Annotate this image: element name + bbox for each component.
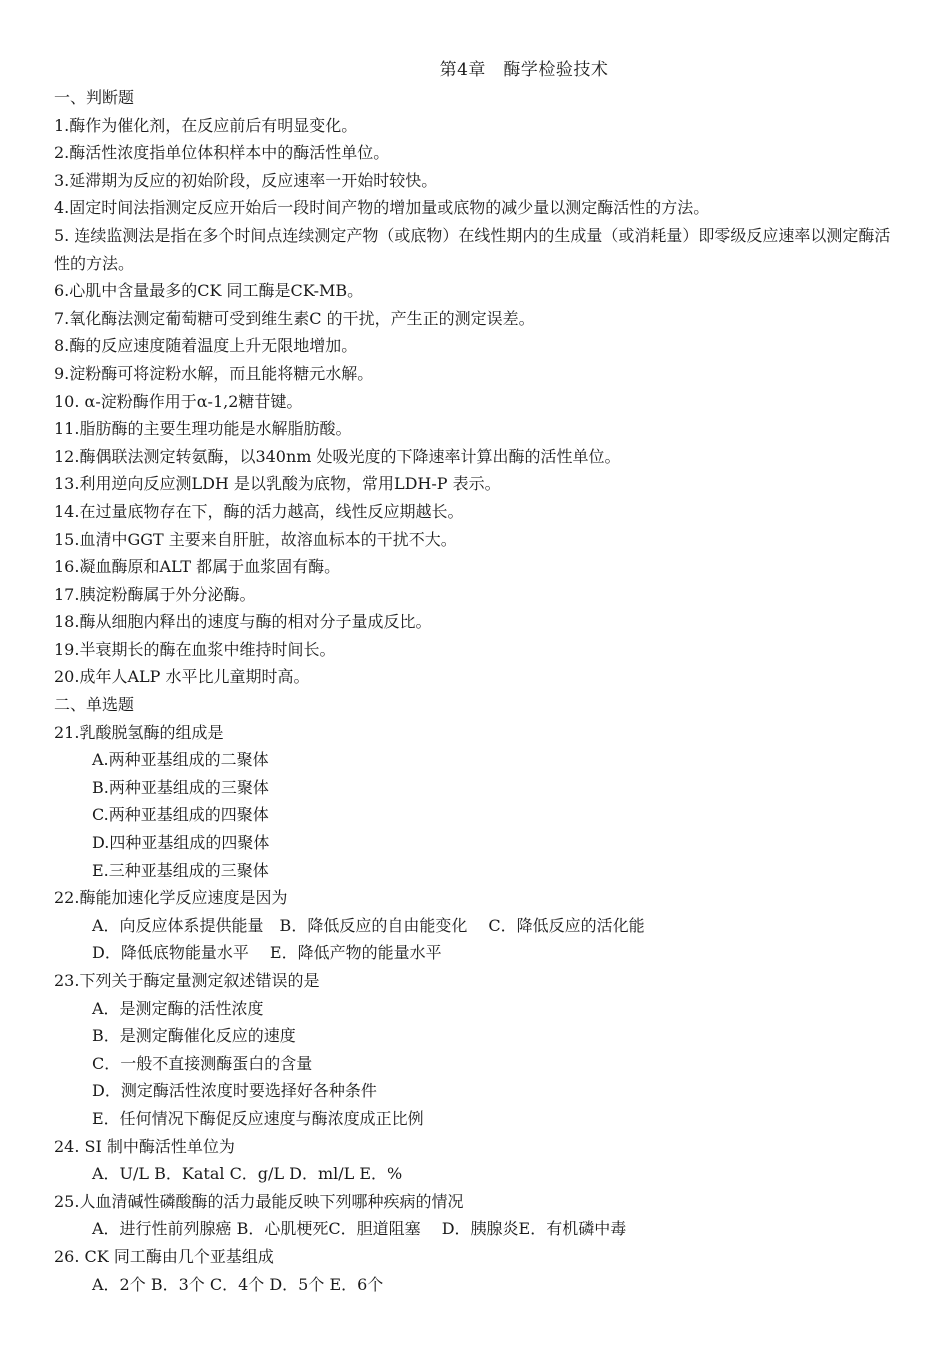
tf-question: 6.心肌中含量最多的CK 同工酶是CK-MB。 [54,281,364,301]
tf-question: 20.成年人ALP 水平比儿童期时高。 [54,667,310,687]
mc-option: D．测定酶活性浓度时要选择好各种条件 [92,1081,377,1101]
tf-question: 3.延滞期为反应的初始阶段，反应速率一开始时较快。 [54,170,438,190]
tf-question: 19.半衰期长的酶在血浆中维持时间长。 [54,639,336,659]
mc-question-stem: 22.酶能加速化学反应速度是因为 [54,888,288,908]
tf-question: 1.酶作为催化剂，在反应前后有明显变化。 [54,115,358,135]
mc-option: E.三种亚基组成的三聚体 [92,860,269,880]
mc-option: A.两种亚基组成的二聚体 [92,750,269,770]
tf-question: 16.凝血酶原和ALT 都属于血浆固有酶。 [54,557,341,577]
tf-question: 18.酶从细胞内释出的速度与酶的相对分子量成反比。 [54,612,432,632]
mc-question-stem: 23.下列关于酶定量测定叙述错误的是 [54,971,320,990]
mc-option: B.两种亚基组成的三聚体 [92,777,269,797]
mc-option: B．是测定酶催化反应的速度 [92,1026,296,1046]
tf-question: 9.淀粉酶可将淀粉水解，而且能将糖元水解。 [54,363,374,383]
tf-question: 8.酶的反应速度随着温度上升无限地增加。 [54,336,358,356]
mc-option: A．是测定酶的活性浓度 [92,998,264,1018]
mc-options-line: A．2个 B．3个 C．4个 D．5个 E．6个 [92,1274,384,1294]
tf-question: 17.胰淀粉酶属于外分泌酶。 [54,584,256,604]
mc-question-stem: 26. CK 同工酶由几个亚基组成 [54,1246,274,1266]
tf-question: 10. α-淀粉酶作用于α-1,2糖苷键。 [54,391,303,411]
tf-question: 12.酶偶联法测定转氨酶，以340nm 处吸光度的下降速率计算出酶的活性单位。 [54,446,621,466]
mc-options-line: A．向反应体系提供能量 B．降低反应的自由能变化 C．降低反应的活化能 [92,915,645,935]
tf-question: 4.固定时间法指测定反应开始后一段时间产物的增加量或底物的减少量以测定酶活性的方法。 [54,198,710,218]
mc-option: E．任何情况下酶促反应速度与酶浓度成正比例 [92,1108,424,1128]
document-page [54,56,904,1298]
tf-question: 13.利用逆向反应测LDH 是以乳酸为底物，常用LDH-P 表示。 [54,474,501,494]
mc-question-stem: 21.乳酸脱氢酶的组成是 [54,722,224,742]
section-heading-true-false: 一、判断题 [54,88,135,107]
tf-question: 5. 连续监测法是指在多个时间点连续测定产物（或底物）在线性期内的生成量（或消耗量）即零级反应速率以测定酶活性的方法。 [54,225,891,273]
tf-question: 7.氧化酶法测定葡萄糖可受到维生素C 的干扰，产生正的测定误差。 [54,308,535,328]
tf-question: 2.酶活性浓度指单位体积样本中的酶活性单位。 [54,143,390,163]
mc-option: C．一般不直接测酶蛋白的含量 [92,1053,313,1073]
mc-option: C.两种亚基组成的四聚体 [92,805,269,825]
mc-options-line: D．降低底物能量水平 E．降低产物的能量水平 [92,943,442,963]
mc-question-stem: 25.人血清碱性磷酸酶的活力最能反映下列哪种疾病的情况 [54,1191,464,1211]
mc-options-line: A．进行性前列腺癌 B．心肌梗死C．胆道阻塞 D．胰腺炎E．有机磷中毒 [92,1219,627,1239]
tf-question: 15.血清中GGT 主要来自肝脏，故溶血标本的干扰不大。 [54,529,457,549]
section-heading-single-choice: 二、单选题 [54,695,135,715]
tf-question: 14.在过量底物存在下，酶的活力越高，线性反应期越长。 [54,501,464,521]
mc-question-stem: 24. SI 制中酶活性单位为 [54,1136,235,1156]
tf-question: 11.脂肪酶的主要生理功能是水解脂肪酸。 [54,419,352,439]
chapter-title: 第4章 酶学检验技术 [439,60,609,80]
mc-options-line: A．U/L B．Katal C．g/L D．ml/L E．% [92,1164,403,1184]
mc-option: D.四种亚基组成的四聚体 [92,833,270,853]
